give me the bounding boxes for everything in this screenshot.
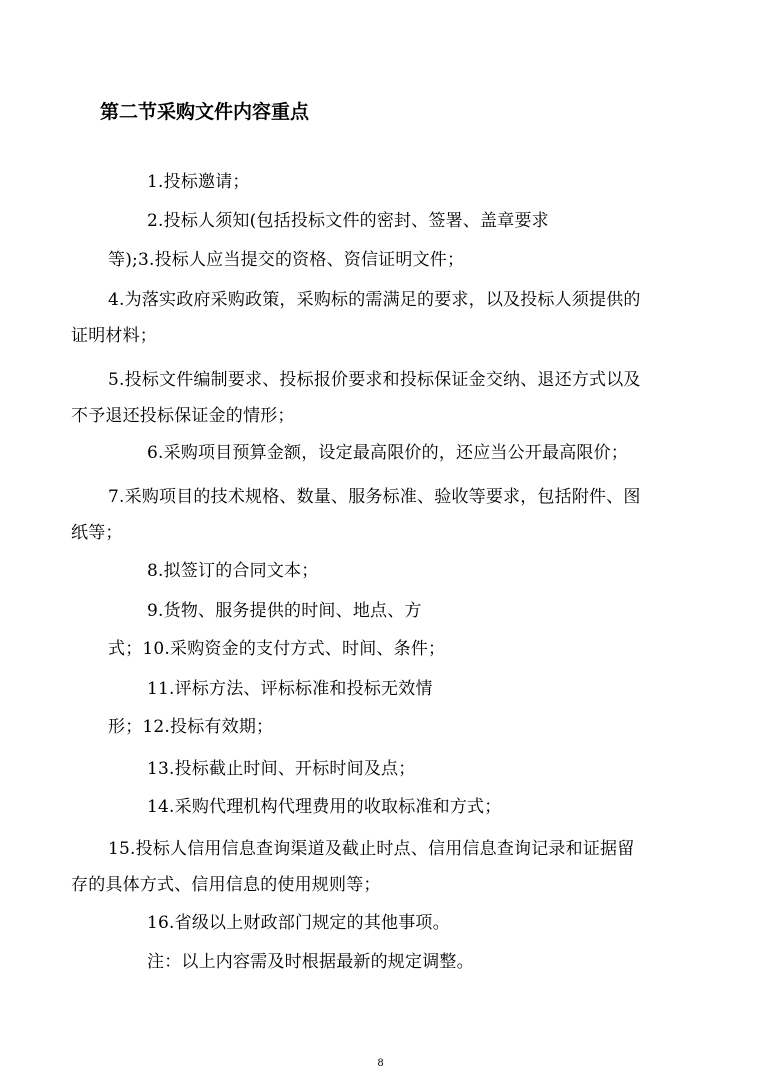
list-item-5-continuation: 不予退还投标保证金的情形； bbox=[71, 406, 295, 426]
list-item-9: 9.货物、服务提供的时间、地点、方 bbox=[147, 601, 422, 621]
list-item-7: 7.采购项目的技术规格、数量、服务标准、验收等要求，包括附件、图 bbox=[108, 487, 641, 507]
list-item-6: 6.采购项目预算金额，设定最高限价的，还应当公开最高限价； bbox=[147, 443, 629, 463]
list-item-7-continuation: 纸等； bbox=[71, 523, 123, 543]
list-item-5: 5.投标文件编制要求、投标报价要求和投标保证金交纳、退还方式以及 bbox=[108, 370, 641, 390]
list-item-2-continuation: 等);3.投标人应当提交的资格、资信证明文件； bbox=[108, 250, 465, 270]
list-item-13: 13.投标截止时间、开标时间及点； bbox=[147, 759, 416, 779]
list-item-11-continuation: 形；12.投标有效期； bbox=[108, 717, 274, 737]
list-item-2: 2.投标人须知(包括投标文件的密封、签署、盖章要求 bbox=[147, 211, 549, 231]
section-heading: 第二节采购文件内容重点 bbox=[100, 101, 310, 123]
list-item-9-continuation: 式；10.采购资金的支付方式、时间、条件； bbox=[108, 639, 446, 659]
list-item-15-continuation: 存的具体方式、信用信息的使用规则等； bbox=[71, 875, 381, 895]
list-item-4: 4.为落实政府采购政策，采购标的需满足的要求，以及投标人须提供的 bbox=[108, 290, 641, 310]
list-item-1: 1.投标邀请； bbox=[147, 172, 250, 192]
list-item-4-continuation: 证明材料； bbox=[71, 326, 157, 346]
list-item-14: 14.采购代理机构代理费用的收取标准和方式； bbox=[147, 797, 502, 817]
list-item-11: 11.评标方法、评标标准和投标无效情 bbox=[147, 679, 433, 699]
page-number: 8 bbox=[377, 1058, 384, 1069]
note-line: 注：以上内容需及时根据最新的规定调整。 bbox=[147, 952, 474, 972]
list-item-16: 16.省级以上财政部门规定的其他事项。 bbox=[147, 913, 450, 933]
list-item-15: 15.投标人信用信息查询渠道及截止时点、信用信息查询记录和证据留 bbox=[108, 839, 635, 859]
list-item-8: 8.拟签订的合同文本； bbox=[147, 561, 319, 581]
